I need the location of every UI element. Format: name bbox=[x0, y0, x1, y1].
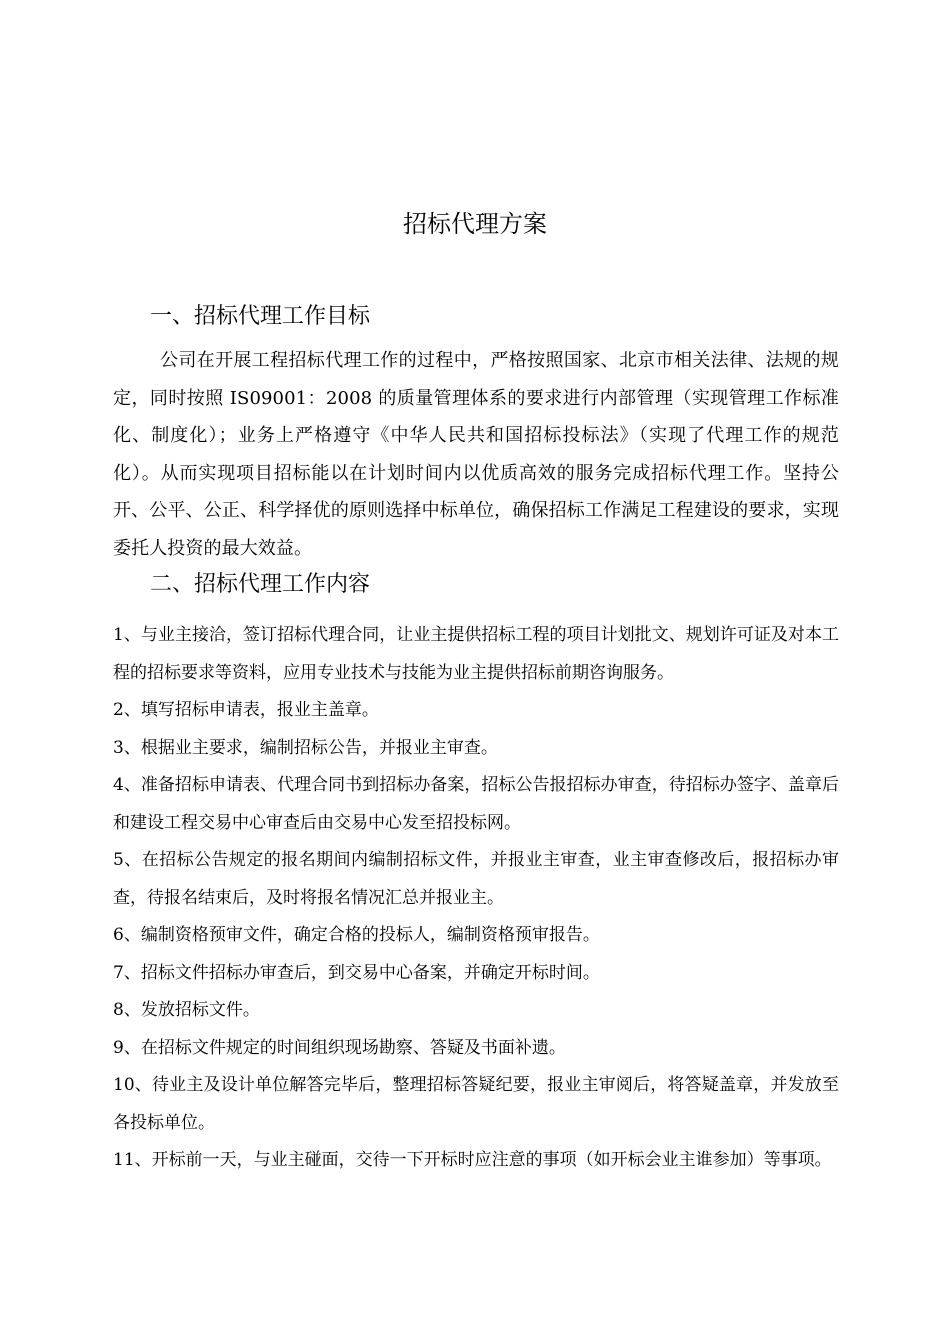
work-item-4: 4、准备招标申请表、代理合同书到招标办备案，招标公告报招标办审查，待招标办签字、盖章后和建设工程交易中心审查后由交易中心发至招投标网。 bbox=[113, 775, 839, 833]
work-item-1: 1、与业主接洽，签订招标代理合同，让业主提供招标工程的项目计划批文、规划许可证及对本工程的招标要求等资料，应用专业技术与技能为业主提供招标前期咨询服务。 bbox=[113, 625, 839, 683]
work-item-2: 2、填写招标申请表，报业主盖章。 bbox=[113, 700, 379, 720]
section-1-heading: 一、招标代理工作目标 bbox=[150, 304, 371, 329]
work-item-3: 3、根据业主要求，编制招标公告，并报业主审查。 bbox=[113, 737, 498, 758]
section-1-paragraph: 公司在开展工程招标代理工作的过程中，严格按照国家、北京市相关法律、法规的规定，同时按照 IS09001：2008 的质量管理体系的要求进行内部管理（实现管理工作标准化、制度化）；业务上严格遵守《中华人民共和国招标投标法》（实现了代理工作的规范化）。从而实现项目招标能以在计划时间内以优质高效的服务完成招标代理工作。坚持公开、公平、公正、科学择优的原则选择中标单位，确保招标工作满足工程建设的要求，实现委托人投资的最大效益。 bbox=[113, 350, 839, 559]
work-item-7: 7、招标文件招标办审查后，到交易中心备案，并确定开标时间。 bbox=[113, 962, 600, 983]
work-item-10: 10、待业主及设计单位解答完毕后，整理招标答疑纪要，报业主审阅后，将答疑盖章，并发放至各投标单位。 bbox=[113, 1075, 839, 1133]
document-title: 招标代理方案 bbox=[403, 210, 547, 238]
work-items-list bbox=[113, 617, 839, 1180]
work-item-6: 6、编制资格预审文件，确定合格的投标人，编制资格预审报告。 bbox=[113, 925, 600, 945]
work-item-11: 11、开标前一天，与业主碰面，交待一下开标时应注意的事项（如开标会业主谁参加）等事项。 bbox=[113, 1150, 832, 1170]
section-2-heading: 二、招标代理工作内容 bbox=[150, 572, 371, 597]
work-item-5: 5、在招标公告规定的报名期间内编制招标文件，并报业主审查，业主审查修改后，报招标办审查，待报名结束后，及时将报名情况汇总并报业主。 bbox=[113, 850, 839, 908]
work-item-8: 8、发放招标文件。 bbox=[113, 1000, 260, 1020]
work-item-9: 9、在招标文件规定的时间组织现场勘察、答疑及书面补遗。 bbox=[113, 1037, 566, 1058]
